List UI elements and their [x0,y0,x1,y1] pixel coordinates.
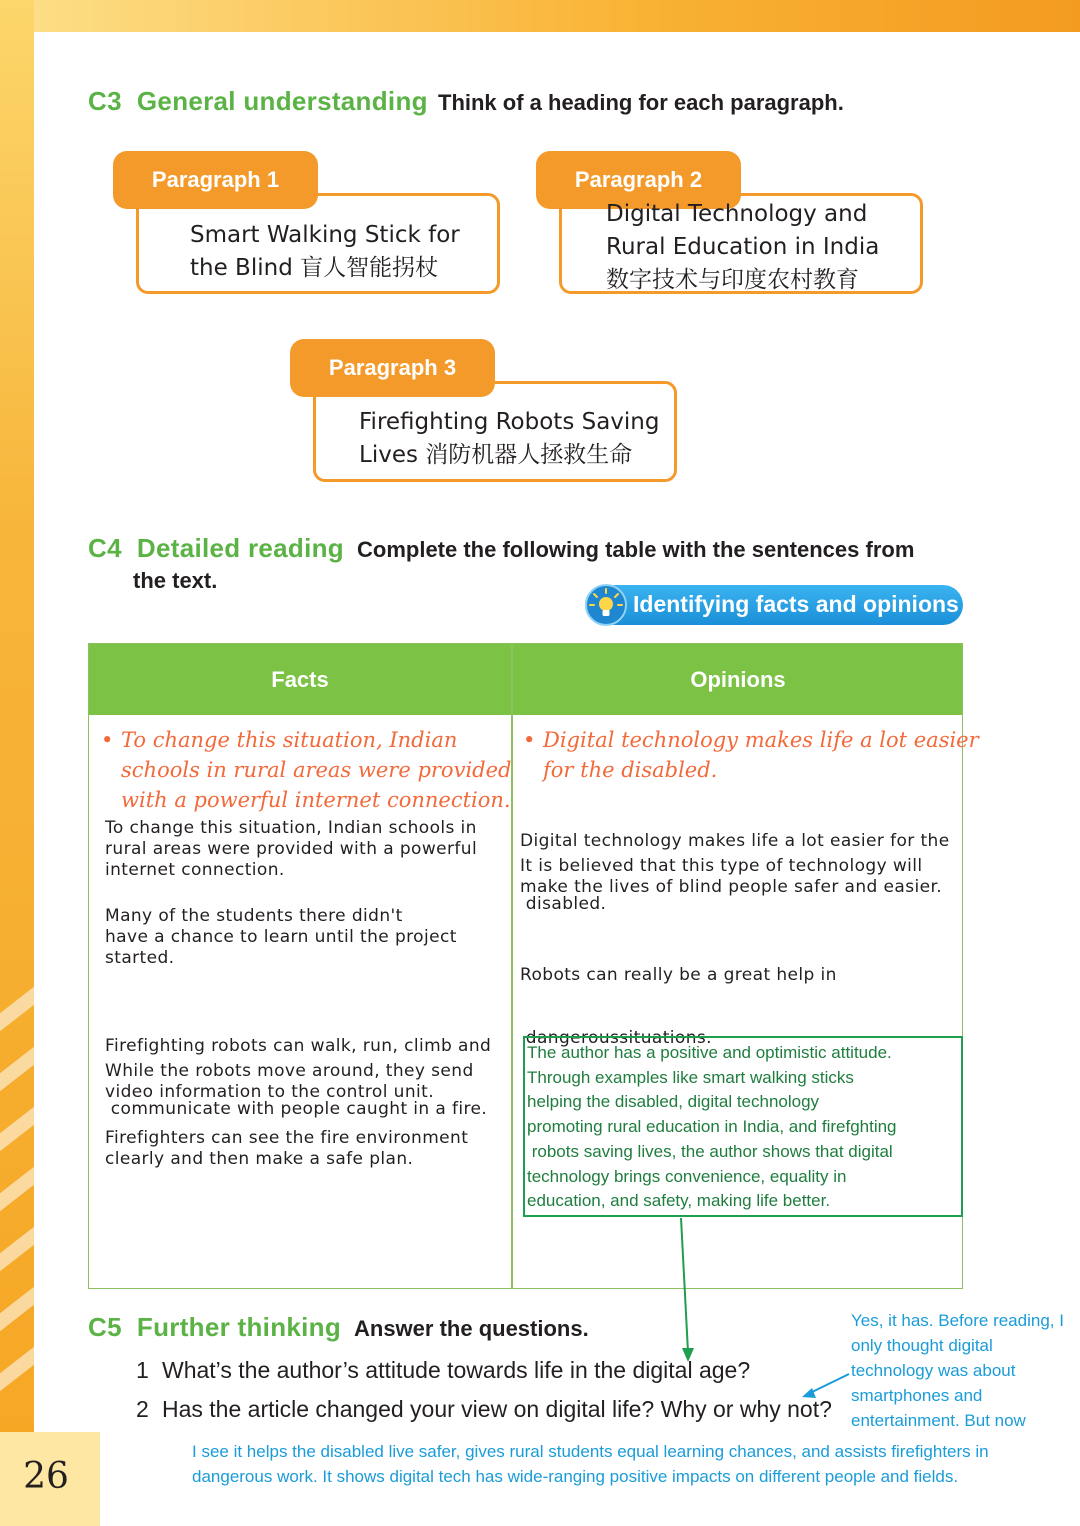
opinions-example-line1: Digital technology makes life a lot easier [543,728,979,752]
opinion-entry-line: Robots can really be a great help in [520,965,837,985]
question-text: Has the article changed your view on digital life? Why or why not? [162,1396,832,1422]
fact-entry-line: rural areas were provided with a powerful [105,839,478,859]
opinion-entry-line: It is believed that this type of technology will [520,856,923,876]
note-line: I see it helps the disabled live safer, gives rural students equal learning chances, and assists firefighters in [192,1442,989,1461]
fact-entry-line: communicate with people caught in a fire. [105,1099,488,1119]
question-1 [136,1357,750,1384]
c5-heading [88,1312,341,1343]
paragraph-1-line1: Smart Walking Stick for [190,222,460,248]
page-number: 26 [23,1456,69,1497]
opinions-header: Opinions [690,667,786,692]
note-line: Yes, it has. Before reading, I [851,1311,1064,1330]
bullet-icon: • [101,728,114,752]
green-arrow-line [681,1218,688,1352]
question-2 [136,1396,832,1423]
skill-badge-label: Identifying facts and opinions [633,591,959,617]
bullet-icon: • [523,728,536,752]
c4-instruction-line2: the text. [133,568,218,593]
fact-entry-line: Many of the students there didn't [105,906,403,926]
fact-entry-line: While the robots move around, they send [105,1061,474,1081]
c4-id: C4 [88,533,122,563]
opinion-entry-line: dangeroussituations. [520,1028,712,1048]
question-number: 1 [136,1357,149,1383]
paragraph-2-tab: Paragraph 2 [536,151,741,209]
fact-entry-line: To change this situation, Indian schools in [105,818,477,838]
note-line: Through examples like smart walking sticks [527,1067,854,1087]
paragraph-2-line1: Digital Technology and [606,201,868,227]
note-line: only thought digital [851,1336,993,1355]
fact-entry-line: internet connection. [105,860,285,880]
note-line: education, and safety, making life better. [527,1191,831,1211]
facts-header: Facts [271,667,329,692]
facts-example-line1: To change this situation, Indian [121,728,458,752]
c3-instruction: Think of a heading for each paragraph. [438,90,844,115]
note-line: technology brings convenience, equality in [527,1166,847,1186]
note-line: smartphones and [851,1386,983,1405]
c4-title: Detailed reading [136,533,344,563]
note-line: robots saving lives, the author shows that digital [527,1141,893,1161]
paragraph-1-line2: the Blind 盲人智能拐杖 [190,255,439,281]
facts-example-line2: schools in rural areas were provided [121,758,512,782]
c5-instruction: Answer the questions. [354,1316,589,1341]
c4-instruction-line1: Complete the following table with the sentences from [357,537,915,562]
question-number: 2 [136,1396,149,1422]
paragraph-3-line2: Lives 消防机器人拯救生命 [359,442,633,468]
paragraph-3-tab: Paragraph 3 [290,339,495,397]
fact-entry-line: Firefighters can see the fire environment [105,1128,469,1148]
opinions-example-line2: for the disabled. [543,758,718,782]
facts-example-line3: with a powerful internet connection. [121,788,511,812]
fact-entry-line: have a chance to learn until the project [105,927,457,947]
view-answer-side-note [851,1308,1080,1433]
fact-entry-line: started. [105,948,175,968]
view-answer-bottom-note [192,1439,989,1489]
note-line: dangerous work. It shows digital tech has wide-ranging positive impacts on different people and fields. [192,1467,959,1486]
paragraph-2-line3: 数字技术与印度农村教育 [606,267,859,293]
blue-arrow-line [810,1374,849,1393]
opinion-entry-line: Digital technology makes life a lot easier for the [520,831,950,851]
fact-entry-line: video information to the control unit. [105,1082,435,1102]
paragraph-3-line1: Firefighting Robots Saving [359,409,660,435]
c3-title: General understanding [136,86,428,116]
fact-entry-line: Firefighting robots can walk, run, climb and [105,1036,492,1056]
c5-id: C5 [88,1312,122,1342]
note-line: helping the disabled, digital technology [527,1092,820,1112]
opinion-entry-line: disabled. [520,894,607,914]
paragraph-2-line2: Rural Education in India [606,234,880,260]
fact-entry-line: clearly and then make a safe plan. [105,1149,414,1169]
paragraph-1-tab: Paragraph 1 [113,151,318,209]
c5-title: Further thinking [136,1312,342,1342]
question-text: What’s the author’s attitude towards life in the digital age? [162,1357,751,1383]
note-line: The author has a positive and optimistic attitude. [527,1043,892,1062]
note-line: technology was about [851,1361,1016,1380]
c3-id: C3 [88,86,122,116]
note-line: promoting rural education in India, and firefghting [527,1117,897,1137]
opinion-entry-line: make the lives of blind people safer and easier. [520,877,943,897]
note-line: entertainment. But now [851,1411,1026,1430]
